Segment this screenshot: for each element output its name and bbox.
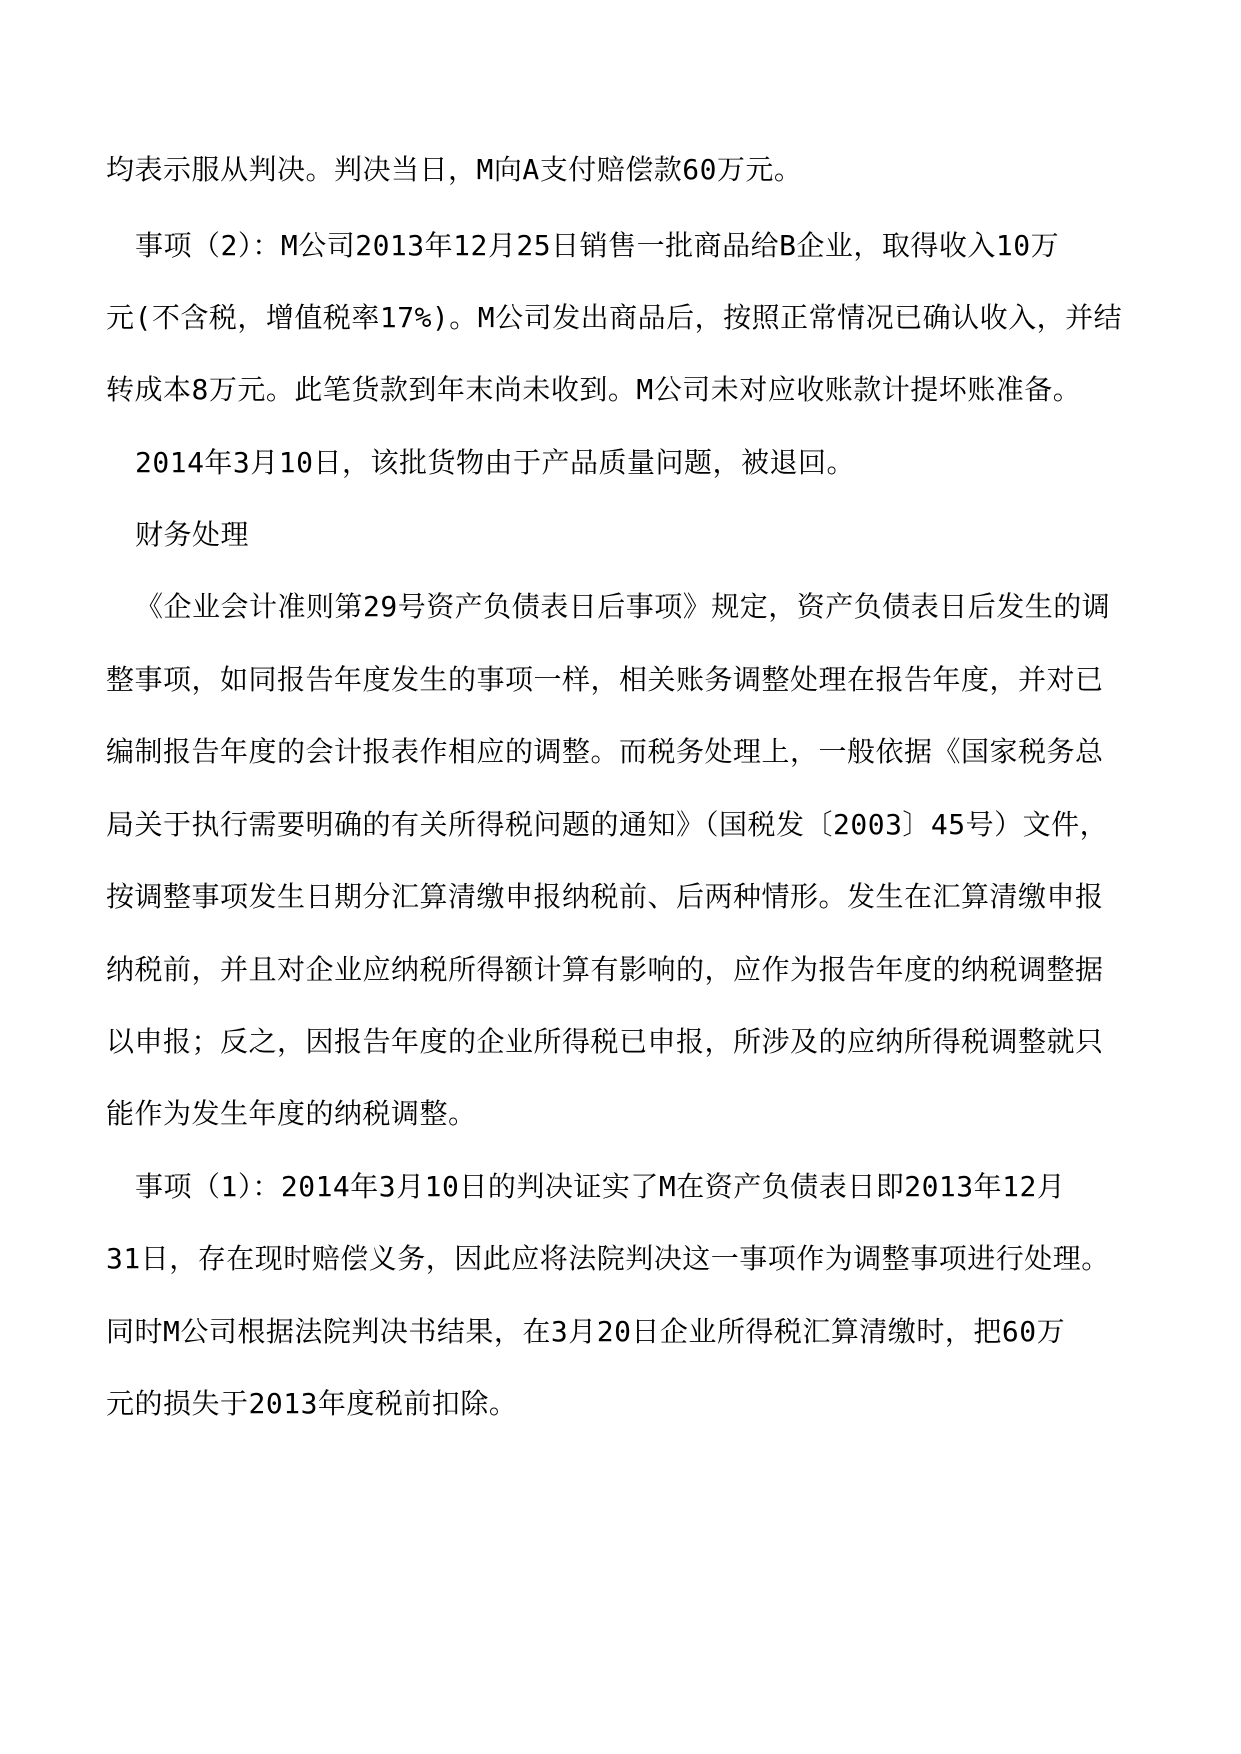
text-line: 整事项，如同报告年度发生的事项一样，相关账务调整处理在报告年度，并对已 bbox=[106, 663, 1104, 696]
section-heading: 财务处理 bbox=[135, 518, 250, 551]
text-line: 纳税前，并且对企业应纳税所得额计算有影响的，应作为报告年度的纳税调整据 bbox=[106, 953, 1104, 986]
text-line: 均表示服从判决。判决当日，M向A支付赔偿款60万元。 bbox=[106, 153, 803, 186]
text-line: 局关于执行需要明确的有关所得税问题的通知》（国税发〔2003〕45号）文件， bbox=[106, 808, 1109, 841]
text-line: 31日，存在现时赔偿义务，因此应将法院判决这一事项作为调整事项进行处理。 bbox=[106, 1242, 1110, 1275]
text-line: 《企业会计准则第29号资产负债表日后事项》规定，资产负债表日后发生的调 bbox=[135, 590, 1111, 623]
text-line: 编制报告年度的会计报表作相应的调整。而税务处理上，一般依据《国家税务总 bbox=[106, 735, 1104, 768]
text-line: 同时M公司根据法院判决书结果，在3月20日企业所得税汇算清缴时，把60万 bbox=[106, 1315, 1066, 1348]
text-line: 按调整事项发生日期分汇算清缴申报纳税前、后两种情形。发生在汇算清缴申报 bbox=[106, 880, 1104, 913]
text-line: 元的损失于2013年度税前扣除。 bbox=[106, 1387, 518, 1420]
text-line: 能作为发生年度的纳税调整。 bbox=[106, 1097, 477, 1130]
text-line: 2014年3月10日，该批货物由于产品质量问题，被退回。 bbox=[135, 446, 856, 479]
text-line: 元(不含税，增值税率17%)。M公司发出商品后，按照正常情况已确认收入，并结 bbox=[106, 301, 1123, 334]
text-line: 事项（2）：M公司2013年12月25日销售一批商品给B企业，取得收入10万 bbox=[135, 229, 1060, 262]
text-line: 事项（1）：2014年3月10日的判决证实了M在资产负债表日即2013年12月 bbox=[135, 1170, 1066, 1203]
text-line: 以申报；反之，因报告年度的企业所得税已申报，所涉及的应纳所得税调整就只 bbox=[106, 1025, 1104, 1058]
text-line: 转成本8万元。此笔货款到年末尚未收到。M公司未对应收账款计提坏账准备。 bbox=[106, 373, 1082, 406]
